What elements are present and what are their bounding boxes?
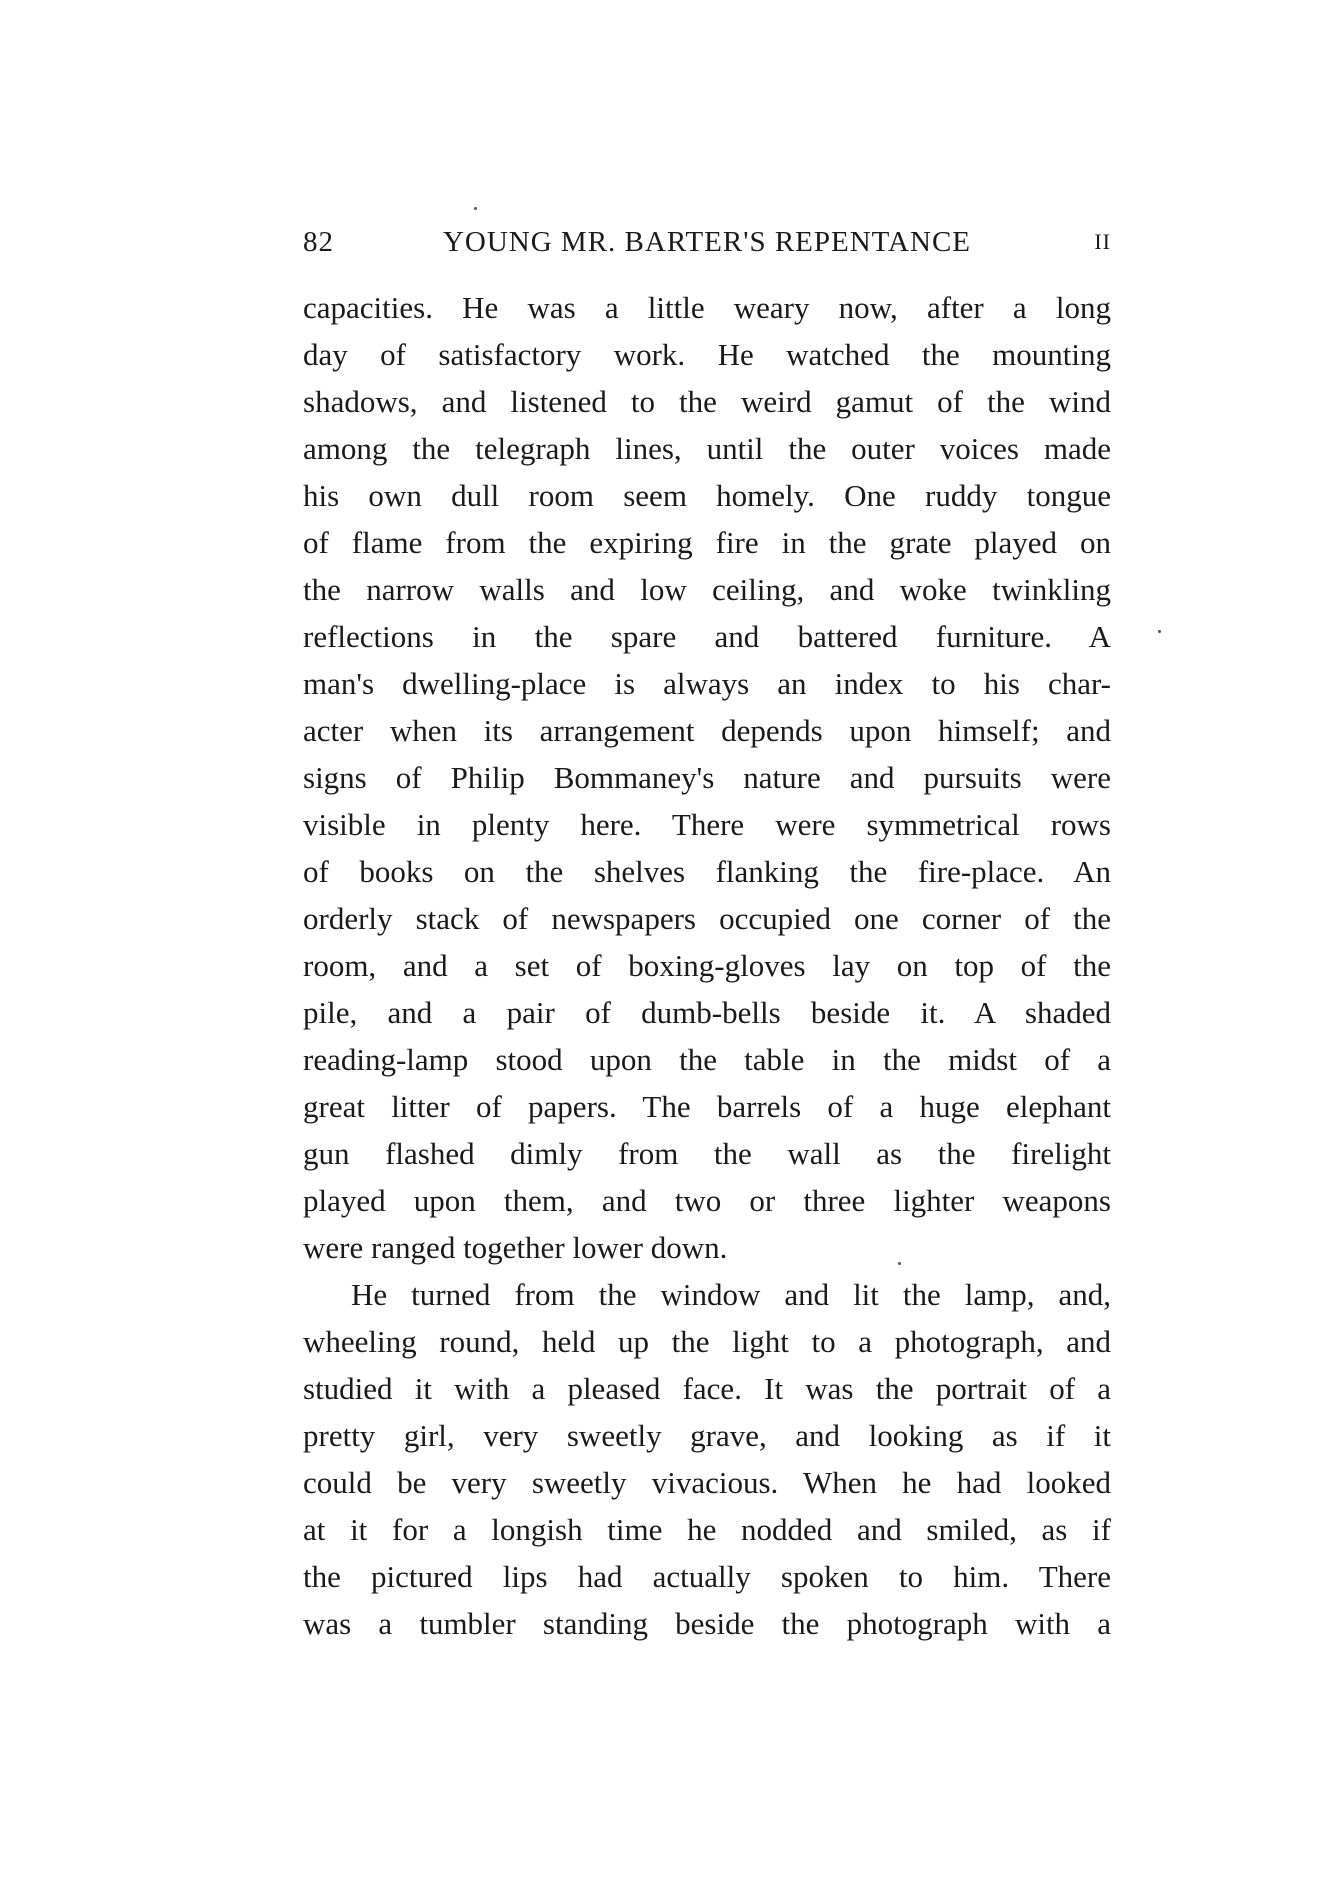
- text-line: played upon them, and two or three lighter weapons: [303, 1183, 1111, 1218]
- text-line: among the telegraph lines, until the outer voices made: [303, 431, 1111, 466]
- text-line: was a tumbler standing beside the photograph with a: [303, 1606, 1111, 1641]
- text-line: wheeling round, held up the light to a photograph, and: [303, 1324, 1111, 1359]
- text-line: room, and a set of boxing-gloves lay on top of the: [303, 948, 1111, 983]
- text-line: reflections in the spare and battered furniture. A: [303, 619, 1111, 654]
- text-line: shadows, and listened to the weird gamut of the wind: [303, 384, 1111, 419]
- print-speck: [898, 1262, 901, 1265]
- text-line: his own dull room seem homely. One ruddy tongue: [303, 478, 1111, 513]
- print-speck: [1158, 630, 1161, 633]
- text-line: man's dwelling-place is always an index to his char-: [303, 666, 1111, 701]
- print-speck: [474, 207, 477, 210]
- text-line: pretty girl, very sweetly grave, and looking as if it: [303, 1418, 1111, 1453]
- text-line: could be very sweetly vivacious. When he had looked: [303, 1465, 1111, 1500]
- running-title: YOUNG MR. BARTER'S REPENTANCE: [442, 226, 972, 258]
- page-number: 82: [303, 226, 334, 258]
- text-line: orderly stack of newspapers occupied one corner of the: [303, 901, 1111, 936]
- text-line: the narrow walls and low ceiling, and woke twinkling: [303, 572, 1111, 607]
- text-line: the pictured lips had actually spoken to him. There: [303, 1559, 1111, 1594]
- text-line: capacities. He was a little weary now, after a long: [303, 290, 1111, 325]
- text-line: reading-lamp stood upon the table in the midst of a: [303, 1042, 1111, 1077]
- text-line: at it for a longish time he nodded and smiled, as if: [303, 1512, 1111, 1547]
- text-line: pile, and a pair of dumb-bells beside it. A shaded: [303, 995, 1111, 1030]
- text-line: of flame from the expiring fire in the grate played on: [303, 525, 1111, 560]
- text-line: acter when its arrangement depends upon himself; and: [303, 713, 1111, 748]
- text-line: were ranged together lower down.: [303, 1230, 728, 1265]
- text-line: great litter of papers. The barrels of a huge elephant: [303, 1089, 1111, 1124]
- text-line: gun flashed dimly from the wall as the firelight: [303, 1136, 1111, 1171]
- text-line: He turned from the window and lit the lamp, and,: [351, 1277, 1111, 1312]
- text-line: studied it with a pleased face. It was the portrait of a: [303, 1371, 1111, 1406]
- running-head: [303, 222, 1111, 262]
- body-text: [303, 284, 1111, 1647]
- text-line: of books on the shelves flanking the fire-place. An: [303, 854, 1111, 889]
- text-line: signs of Philip Bommaney's nature and pursuits were: [303, 760, 1111, 795]
- chapter-number: II: [1094, 229, 1111, 254]
- text-line: day of satisfactory work. He watched the mounting: [303, 337, 1111, 372]
- text-line: visible in plenty here. There were symmetrical rows: [303, 807, 1111, 842]
